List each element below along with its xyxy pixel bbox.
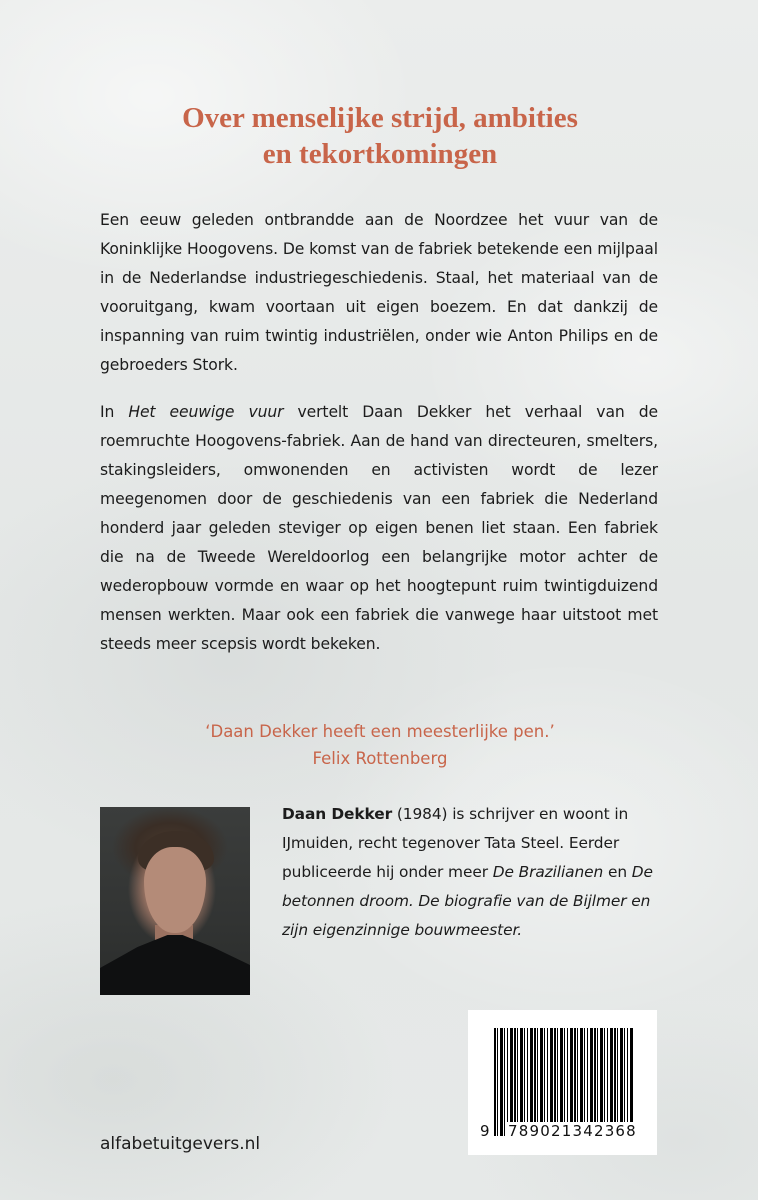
- photo-shirt-shape: [100, 935, 250, 995]
- bio-book-1: De Brazilianen: [492, 863, 604, 881]
- barcode-bars-icon: [494, 1028, 634, 1136]
- quote-attribution: Felix Rottenberg: [312, 749, 448, 768]
- review-quote: [100, 718, 660, 772]
- headline-line-2: en tekortkomingen: [262, 138, 498, 170]
- blurb-prefix: In: [100, 403, 129, 421]
- barcode-lead-digit: 9: [480, 1122, 491, 1140]
- photo-face-shape: [144, 847, 206, 933]
- blurb-paragraph-2: [100, 398, 658, 659]
- quote-text: ‘Daan Dekker heeft een meesterlijke pen.’: [205, 722, 555, 741]
- cover-headline: [100, 100, 660, 172]
- barcode-number: 789021342368: [508, 1122, 637, 1140]
- bio-text-2: en: [603, 863, 632, 881]
- author-bio: [282, 800, 662, 945]
- blurb-text: vertelt Daan Dekker het verhaal van de roemruchte Hoogovens-fabriek. Aan de hand van directeuren, smelters, stakingsleiders, omwonenden en activisten wordt de lezer meegenomen door de geschiedenis van een fabriek die Nederland honderd jaar geleden steviger op eigen benen liet staan. Een fabriek die na de Tweede Wereldoorlog een belangrijke motor achter de wederopbouw vormde en waar op het hoogtepunt ruim twintigduizend mensen werkten. Maar ook een fabriek die vanwege haar uitstoot met steeds meer scepsis wordt bekeken.: [100, 403, 658, 653]
- blurb-paragraph-1: Een eeuw geleden ontbrandde aan de Noordzee het vuur van de Koninklijke Hoogovens. De komst van de fabriek betekende een mijlpaal in de Nederlandse industriegeschiedenis. Staal, het materiaal van de vooruitgang, kwam voortaan uit eigen boezem. En dat dankzij de inspanning van ruim twintig industriëlen, onder wie Anton Philips en de gebroeders Stork.: [100, 211, 658, 374]
- author-photo: [100, 807, 250, 995]
- publisher-website[interactable]: alfabetuitgevers.nl: [100, 1134, 261, 1154]
- headline-line-1: Over menselijke strijd, ambities: [182, 102, 578, 134]
- book-title-italic: Het eeuwige vuur: [128, 403, 284, 421]
- bio-text-1: (1984) is schrijver en woont in IJmuiden, recht tegenover Tata Steel. Eerder publiceerde hij onder meer: [282, 805, 629, 881]
- bio-book-2: De betonnen droom. De biografie van de Bijlmer en zijn eigenzinnige bouwmeester.: [282, 863, 653, 939]
- isbn-barcode: [468, 1010, 657, 1155]
- author-name: Daan Dekker: [282, 805, 393, 823]
